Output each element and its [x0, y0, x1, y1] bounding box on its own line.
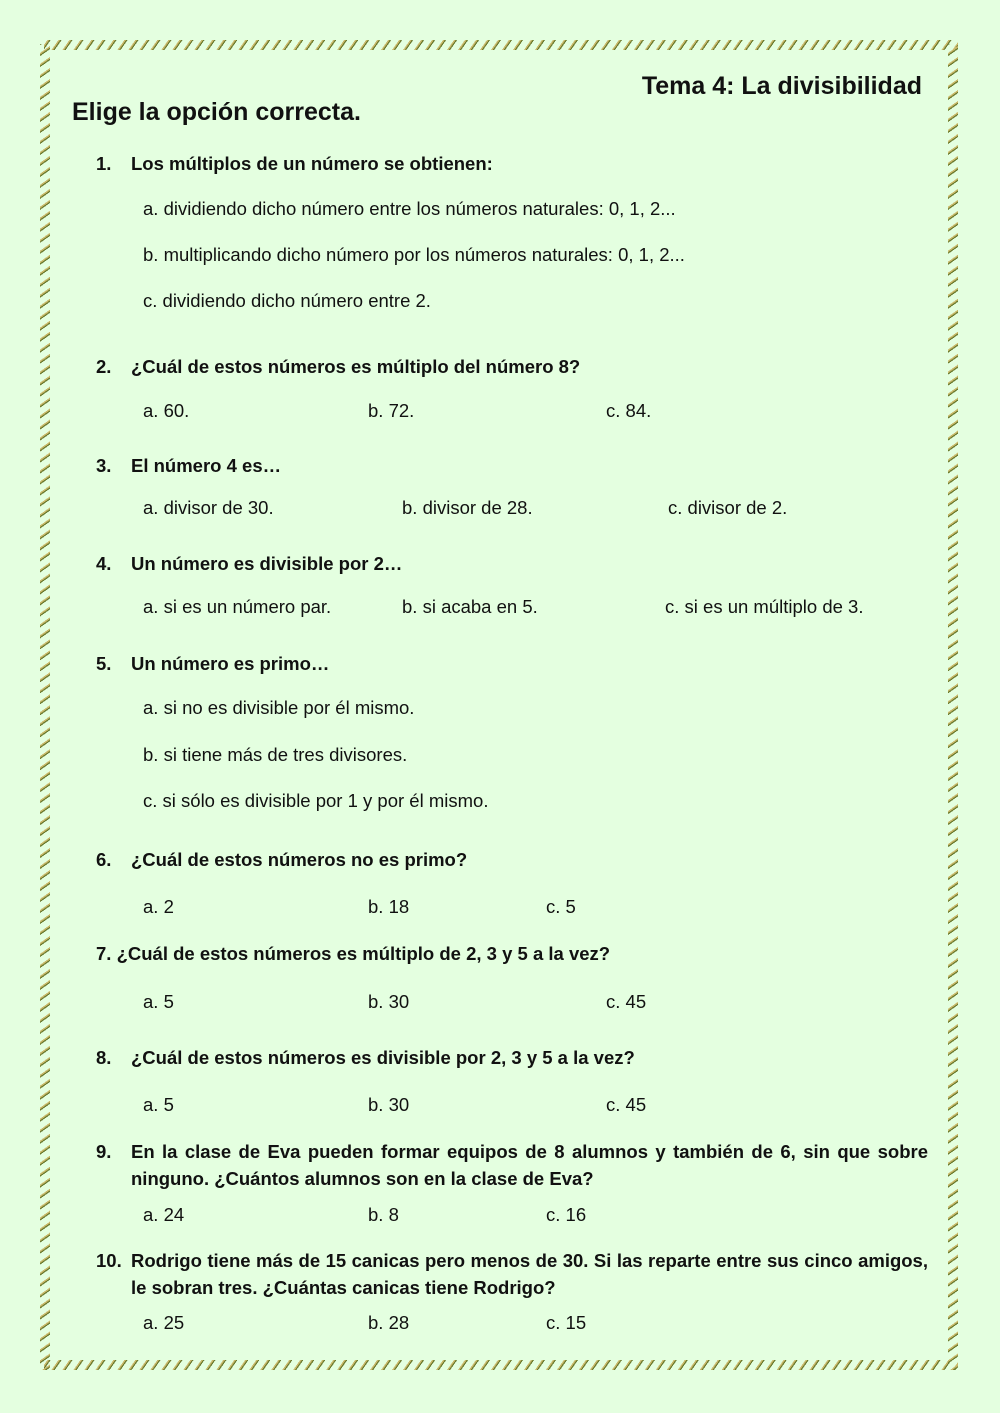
question-1 — [96, 153, 493, 175]
question-text: ¿Cuál de estos números no es primo? — [131, 849, 468, 870]
instruction-heading: Elige la opción correcta. — [72, 98, 361, 126]
decorative-border-right — [948, 44, 958, 1370]
question-number: 6. — [96, 849, 112, 870]
q7-option-c[interactable]: c. 45 — [606, 991, 647, 1012]
decorative-border-left — [40, 44, 50, 1370]
q8-option-c[interactable]: c. 45 — [606, 1094, 647, 1115]
question-number: 7. — [96, 943, 112, 964]
q2-option-a[interactable]: a. 60. — [143, 400, 190, 421]
decorative-border-top — [44, 40, 958, 50]
q1-option-a[interactable]: a. dividiendo dicho número entre los números naturales: 0, 1, 2... — [143, 198, 676, 219]
question-number: 4. — [96, 553, 112, 574]
question-5 — [96, 653, 329, 675]
q1-option-c[interactable]: c. dividiendo dicho número entre 2. — [143, 290, 431, 311]
q5-option-c[interactable]: c. si sólo es divisible por 1 y por él mismo. — [143, 790, 489, 811]
question-number: 1. — [96, 153, 112, 174]
q9-option-a[interactable]: a. 24 — [143, 1204, 185, 1225]
question-10 — [96, 1247, 928, 1301]
question-text: ¿Cuál de estos números es múltiplo del número 8? — [131, 356, 581, 377]
q6-option-c[interactable]: c. 5 — [546, 896, 576, 917]
question-text: Rodrigo tiene más de 15 canicas pero menos de 30. Si las reparte entre sus cinco amigos, le sobran tres. ¿Cuántas canicas tiene Rodrigo? — [131, 1250, 928, 1298]
question-6 — [96, 849, 467, 871]
topic-title: Tema 4: La divisibilidad — [641, 72, 922, 100]
q4-option-a[interactable]: a. si es un número par. — [143, 596, 332, 617]
q1-option-b[interactable]: b. multiplicando dicho número por los números naturales: 0, 1, 2... — [143, 244, 685, 265]
q4-option-b[interactable]: b. si acaba en 5. — [402, 596, 538, 617]
q7-option-b[interactable]: b. 30 — [368, 991, 410, 1012]
q9-option-c[interactable]: c. 16 — [546, 1204, 587, 1225]
question-number: 3. — [96, 455, 112, 476]
question-text: El número 4 es… — [131, 455, 282, 476]
question-7 — [96, 943, 610, 965]
q6-option-a[interactable]: a. 2 — [143, 896, 174, 917]
question-text: ¿Cuál de estos números es divisible por 2, 3 y 5 a la vez? — [131, 1047, 635, 1068]
q3-option-c[interactable]: c. divisor de 2. — [668, 497, 788, 518]
question-9 — [96, 1138, 928, 1192]
question-4 — [96, 553, 402, 575]
q8-option-a[interactable]: a. 5 — [143, 1094, 174, 1115]
q3-option-b[interactable]: b. divisor de 28. — [402, 497, 533, 518]
question-text: En la clase de Eva pueden formar equipos de 8 alumnos y también de 6, sin que sobre ninguno. ¿Cuántos alumnos son en la clase de Eva? — [131, 1141, 928, 1189]
question-text: Los múltiplos de un número se obtienen: — [131, 153, 493, 174]
q4-option-c[interactable]: c. si es un múltiplo de 3. — [665, 596, 864, 617]
q9-option-b[interactable]: b. 8 — [368, 1204, 399, 1225]
question-number: 5. — [96, 653, 112, 674]
q10-option-c[interactable]: c. 15 — [546, 1312, 587, 1333]
question-2 — [96, 356, 580, 378]
question-number: 8. — [96, 1047, 112, 1068]
question-text: Un número es primo… — [131, 653, 330, 674]
question-text: ¿Cuál de estos números es múltiplo de 2, 3 y 5 a la vez? — [116, 943, 611, 964]
question-number: 9. — [96, 1141, 112, 1162]
question-3 — [96, 455, 281, 477]
q5-option-b[interactable]: b. si tiene más de tres divisores. — [143, 744, 408, 765]
q3-option-a[interactable]: a. divisor de 30. — [143, 497, 274, 518]
q8-option-b[interactable]: b. 30 — [368, 1094, 410, 1115]
q2-option-c[interactable]: c. 84. — [606, 400, 652, 421]
question-number: 10. — [96, 1250, 122, 1271]
q5-option-a[interactable]: a. si no es divisible por él mismo. — [143, 697, 415, 718]
q2-option-b[interactable]: b. 72. — [368, 400, 415, 421]
q10-option-b[interactable]: b. 28 — [368, 1312, 410, 1333]
q7-option-a[interactable]: a. 5 — [143, 991, 174, 1012]
q6-option-b[interactable]: b. 18 — [368, 896, 410, 917]
question-text: Un número es divisible por 2… — [131, 553, 403, 574]
decorative-border-bottom — [44, 1360, 958, 1370]
question-number: 2. — [96, 356, 112, 377]
question-8 — [96, 1047, 635, 1069]
q10-option-a[interactable]: a. 25 — [143, 1312, 185, 1333]
